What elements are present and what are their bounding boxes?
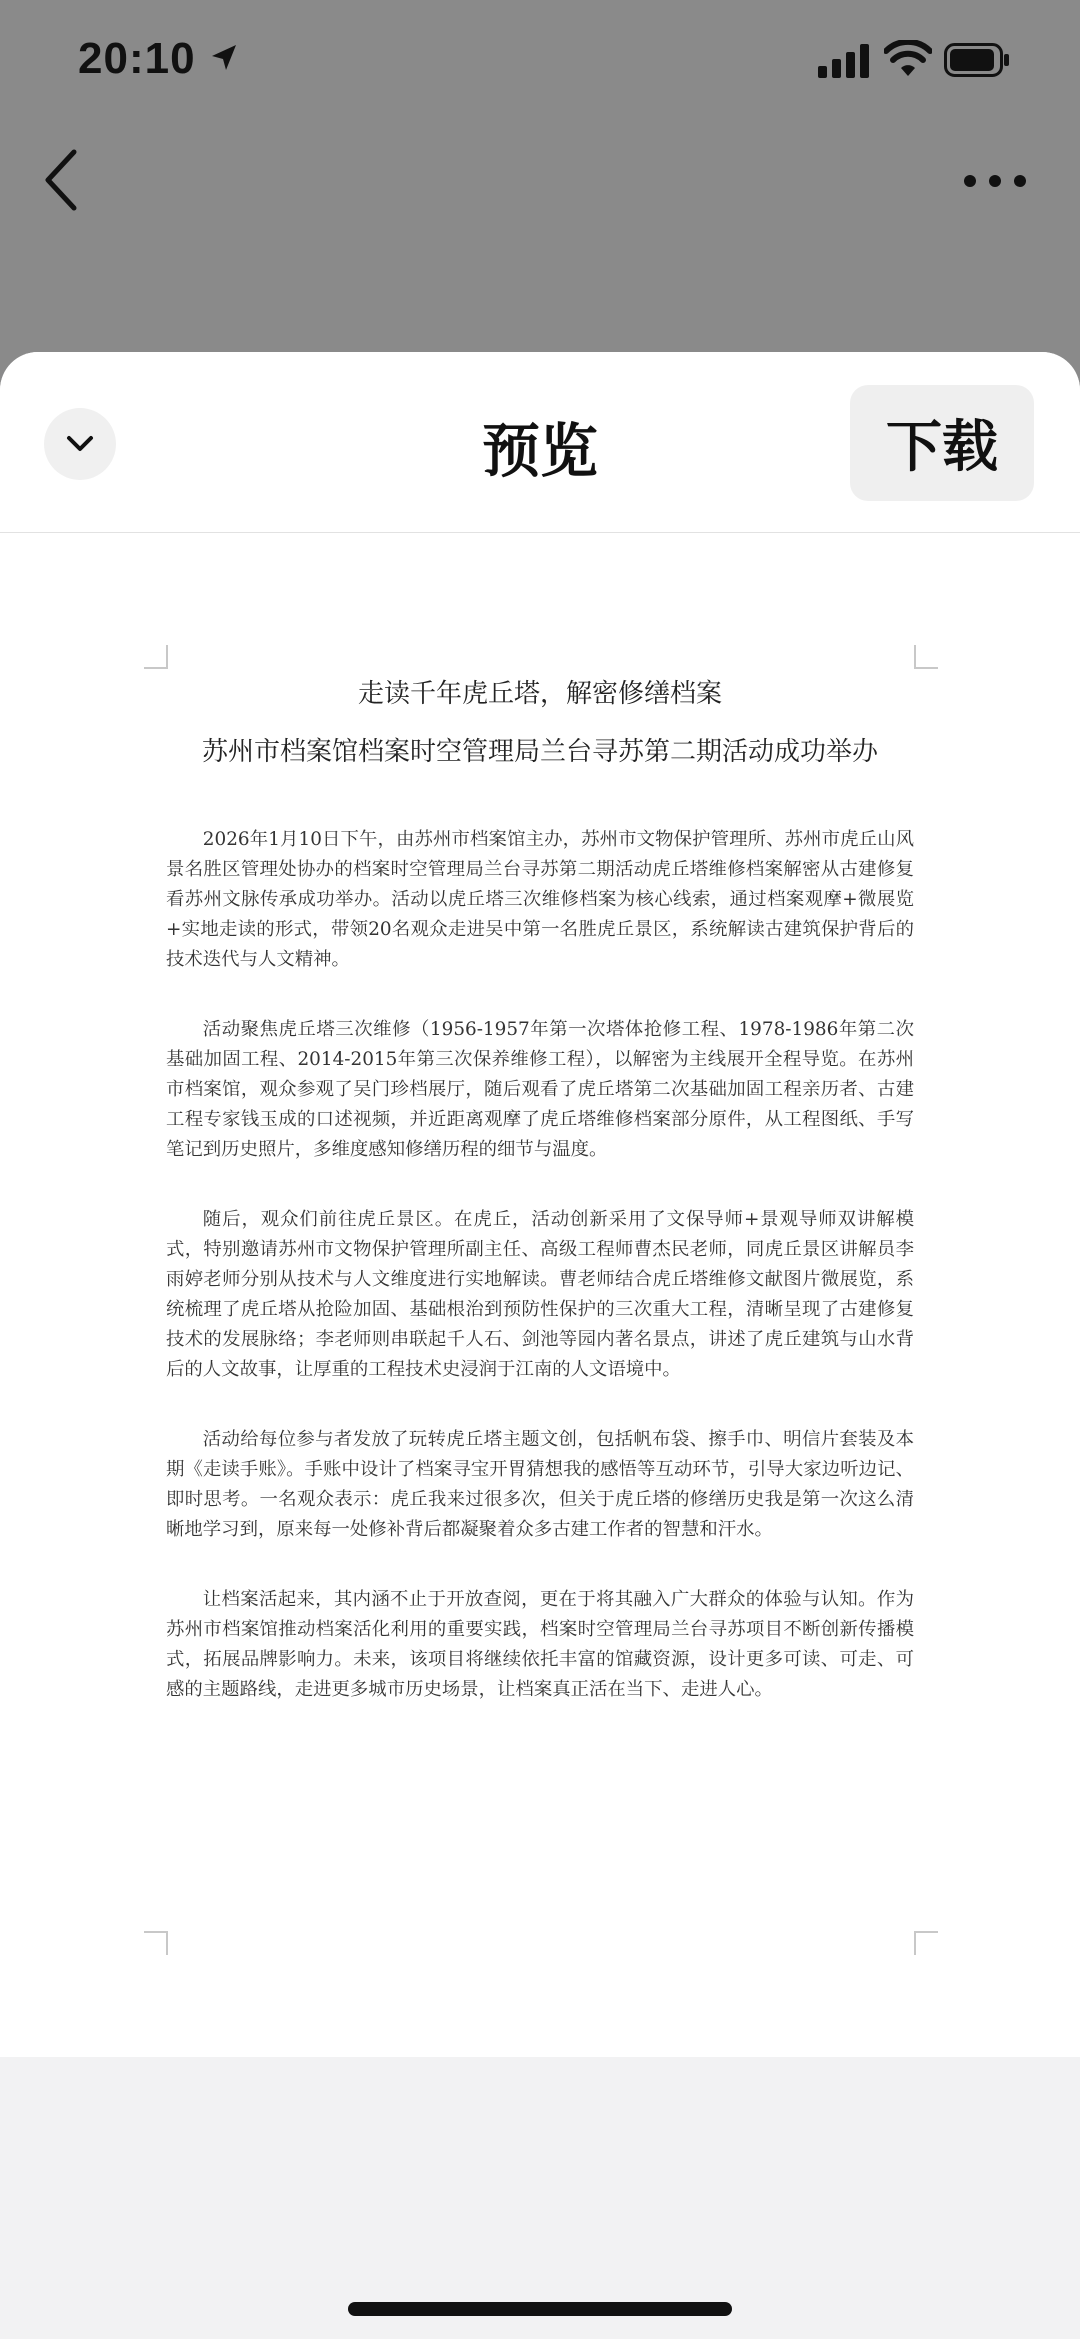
cellular-signal-icon [818,44,870,78]
page-corner-mark [914,645,938,669]
preview-sheet [0,352,1080,2339]
download-button[interactable]: 下载 [850,385,1034,501]
document-page[interactable] [0,533,1080,2057]
location-arrow-icon [208,42,240,74]
page-corner-mark [144,1931,168,1955]
status-bar [0,0,1080,120]
more-options-icon[interactable] [960,166,1030,196]
document-paragraph: 活动给每位参与者发放了玩转虎丘塔主题文创，包括帆布袋、擦手巾、明信片套装及本期《走读手账》。手账中设计了档案寻宝开胃猜想我的感悟等互动环节，引导大家边听边记、即时思考。一名观众表示：虎丘我来过很多次，但关于虎丘塔的修缮历史我是第一次这么清晰地学习到，原来每一处修补背后都凝聚着众多古建工作者的智慧和汗水。 [166,1429,914,1540]
wifi-icon [884,40,932,78]
battery-icon [944,43,1010,77]
document-paragraph: 让档案活起来，其内涵不止于开放查阅，更在于将其融入广大群众的体验与认知。作为苏州市档案馆推动档案活化利用的重要实践，档案时空管理局兰台寻苏项目不断创新传播模式，拓展品牌影响力。未来，该项目将继续依托丰富的馆藏资源，设计更多可读、可走、可感的主题路线，走进更多城市历史场景，让档案真正活在当下、走进人心。 [166,1589,914,1700]
document-paragraph: 2026年1月10日下午，由苏州市档案馆主办，苏州市文物保护管理所、苏州市虎丘山风景名胜区管理处协办的档案时空管理局兰台寻苏第二期活动虎丘塔维修档案解密从古建修复看苏州文脉传承成功举办。活动以虎丘塔三次维修档案为核心线索，通过档案观摩+微展览+实地走读的形式，带领20名观众走进吴中第一名胜虎丘景区，系统解读古建筑保护背后的技术迭代与人文精神。 [166,829,914,970]
document-subtitle: 苏州市档案馆档案时空管理局兰台寻苏第二期活动成功举办 [201,737,878,767]
page-corner-mark [914,1931,938,1955]
document-paragraph: 随后，观众们前往虎丘景区。在虎丘，活动创新采用了文保导师+景观导师双讲解模式，特别邀请苏州市文物保护管理所副主任、高级工程师曹杰民老师，同虎丘景区讲解员李雨婷老师分别从技术与人文维度进行实地解读。曹老师结合虎丘塔维修文献图片微展览，系统梳理了虎丘塔从抢险加固、基础根治到预防性保护的三次重大工程，清晰呈现了古建修复技术的发展脉络；李老师则串联起千人石、剑池等园内著名景点，讲述了虎丘建筑与山水背后的人文故事，让厚重的工程技术史浸润于江南的人文语境中。 [166,1209,914,1380]
sheet-header [0,352,1080,533]
document-title: 走读千年虎丘塔，解密修缮档案 [357,679,722,709]
document-body [166,825,914,1745]
sheet-title: 预览 [481,417,598,485]
document-paragraph: 活动聚焦虎丘塔三次维修（1956-1957年第一次塔体抢修工程、1978-1986年第二次基础加固工程、2014-2015年第三次保养维修工程），以解密为主线展开全程导览。在苏州市档案馆，观众参观了吴门珍档展厅，随后观看了虎丘塔第二次基础加固工程亲历者、古建工程专家钱玉成的口述视频，并近距离观摩了虎丘塔维修档案部分原件，从工程图纸、手写笔记到历史照片，多维度感知修缮历程的细节与温度。 [166,1019,914,1160]
back-chevron-icon[interactable] [36,140,92,220]
page-corner-mark [144,645,168,669]
home-indicator[interactable] [348,2302,732,2316]
status-time: 20:10 [78,34,196,83]
